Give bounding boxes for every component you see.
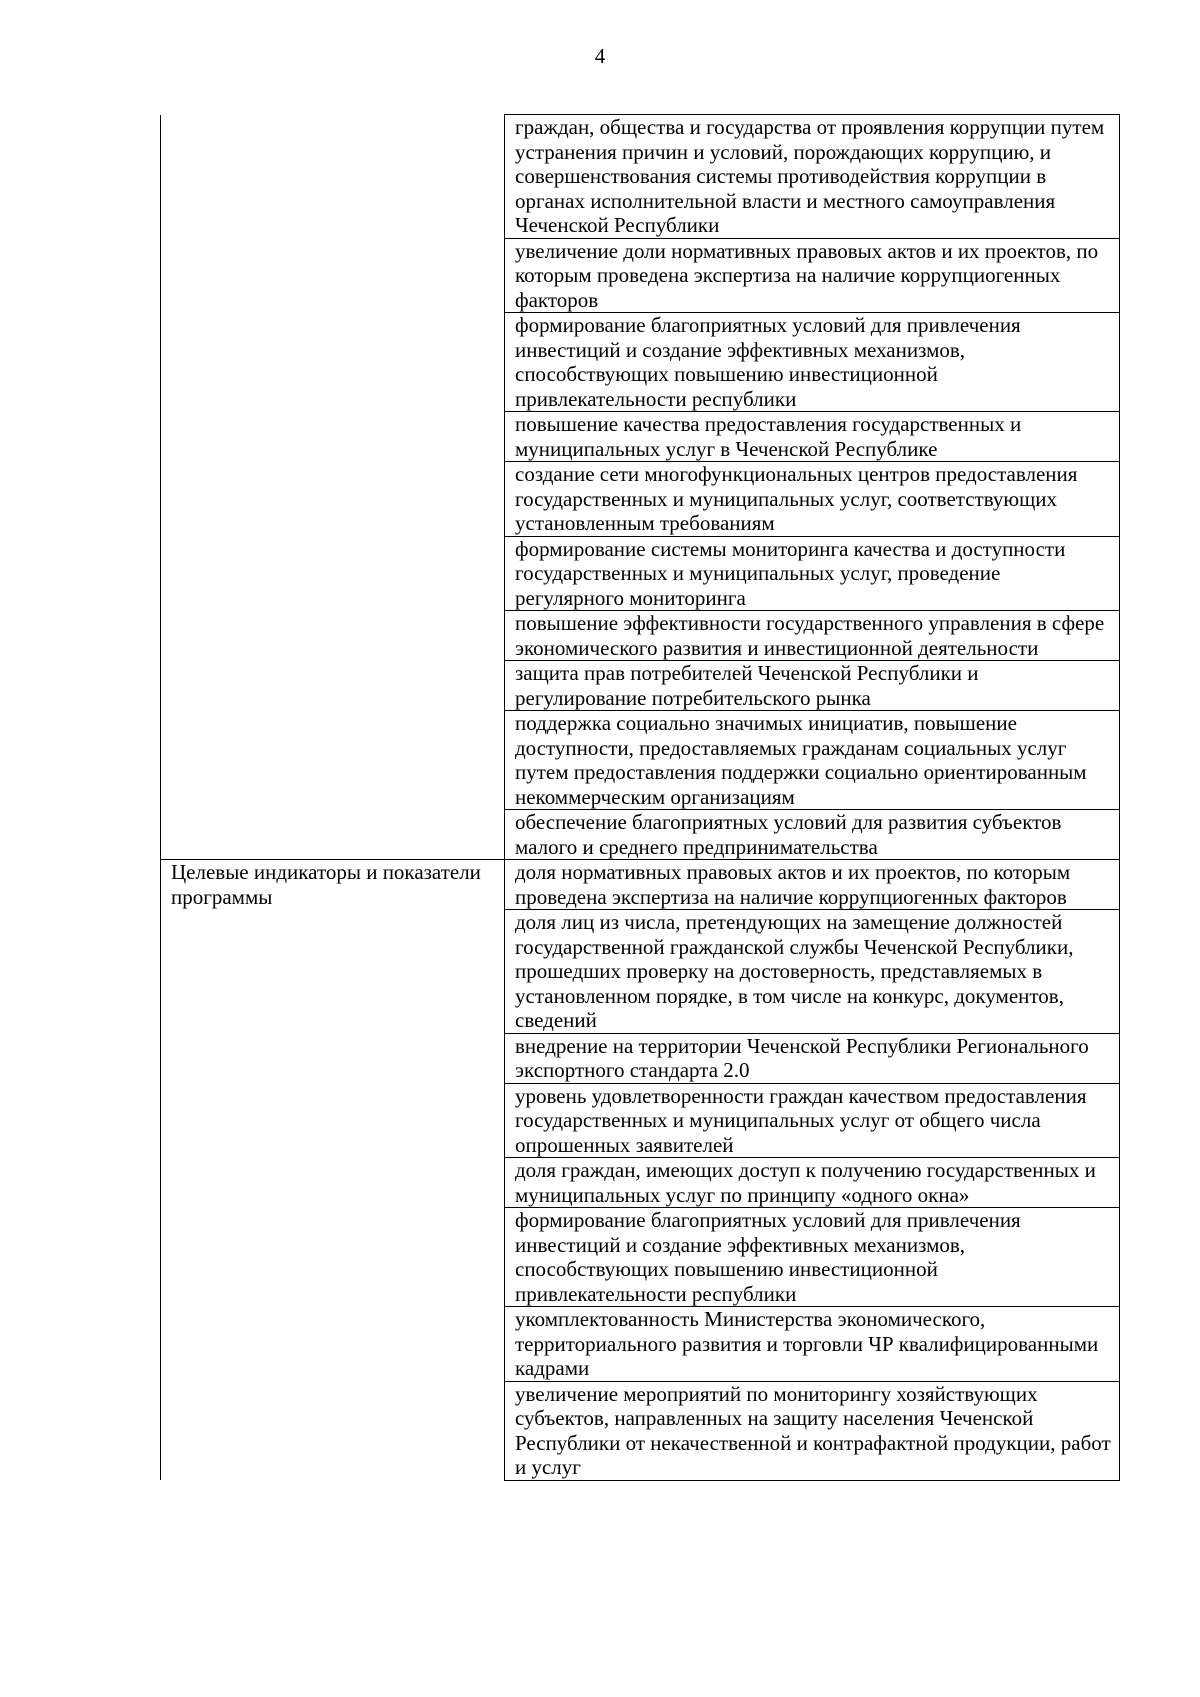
table-cell: увеличение мероприятий по мониторингу хозяйствующих субъектов, направленных на защиту населения Чеченской Республики от некачественной и контрафактной продукции, работ и услуг xyxy=(505,1381,1120,1480)
table-cell: защита прав потребителей Чеченской Республики и регулирование потребительского рынка xyxy=(505,661,1120,711)
table-cell: доля лиц из числа, претендующих на замещение должностей государственной гражданской службы Чеченской Республики, прошедших проверку на достоверность, представляемых в установленном порядке, в том числе на конкурс, документов, сведений xyxy=(505,910,1120,1034)
table-cell: создание сети многофункциональных центров предоставления государственных и муниципальных услуг, соответствующих установленным требованиям xyxy=(505,462,1120,537)
table-cell: граждан, общества и государства от проявления коррупции путем устранения причин и условий, порождающих коррупцию, и совершенствования системы противодействия коррупции в органах исполнительной власти и местного самоуправления Чеченской Республики xyxy=(505,115,1120,239)
table-cell: повышение качества предоставления государственных и муниципальных услуг в Чеченской Республике xyxy=(505,412,1120,462)
table-cell: доля граждан, имеющих доступ к получению государственных и муниципальных услуг по принципу «одного окна» xyxy=(505,1158,1120,1208)
table-row xyxy=(161,860,1120,910)
table-cell: уровень удовлетворенности граждан качеством предоставления государственных и муниципальных услуг от общего числа опрошенных заявителей xyxy=(505,1083,1120,1158)
table-cell: формирование благоприятных условий для привлечения инвестиций и создание эффективных механизмов, способствующих повышению инвестиционной привлекательности республики xyxy=(505,1208,1120,1307)
section-label xyxy=(161,115,505,860)
table-cell: внедрение на территории Чеченской Республики Регионального экспортного стандарта 2.0 xyxy=(505,1033,1120,1083)
table-cell: поддержка социально значимых инициатив, повышение доступности, предоставляемых гражданам социальных услуг путем предоставления поддержки социально ориентированным некоммерческим организациям xyxy=(505,711,1120,810)
table-cell: обеспечение благоприятных условий для развития субъектов малого и среднего предпринимательства xyxy=(505,810,1120,860)
table-cell: доля нормативных правовых актов и их проектов, по которым проведена экспертиза на наличие коррупциогенных факторов xyxy=(505,860,1120,910)
table-row xyxy=(161,115,1120,239)
table-cell: увеличение доли нормативных правовых актов и их проектов, по которым проведена экспертиза на наличие коррупциогенных факторов xyxy=(505,238,1120,313)
section-label: Целевые индикаторы и показатели программы xyxy=(161,860,505,1481)
table-cell: формирование системы мониторинга качества и доступности государственных и муниципальных услуг, проведение регулярного мониторинга xyxy=(505,536,1120,611)
table-cell: формирование благоприятных условий для привлечения инвестиций и создание эффективных механизмов, способствующих повышению инвестиционной привлекательности республики xyxy=(505,313,1120,412)
table-cell: укомплектованность Министерства экономического, территориального развития и торговли ЧР квалифицированными кадрами xyxy=(505,1307,1120,1382)
table-cell: повышение эффективности государственного управления в сфере экономического развития и инвестиционной деятельности xyxy=(505,611,1120,661)
program-passport-table xyxy=(160,114,1120,1481)
page-number: 4 xyxy=(594,44,606,68)
